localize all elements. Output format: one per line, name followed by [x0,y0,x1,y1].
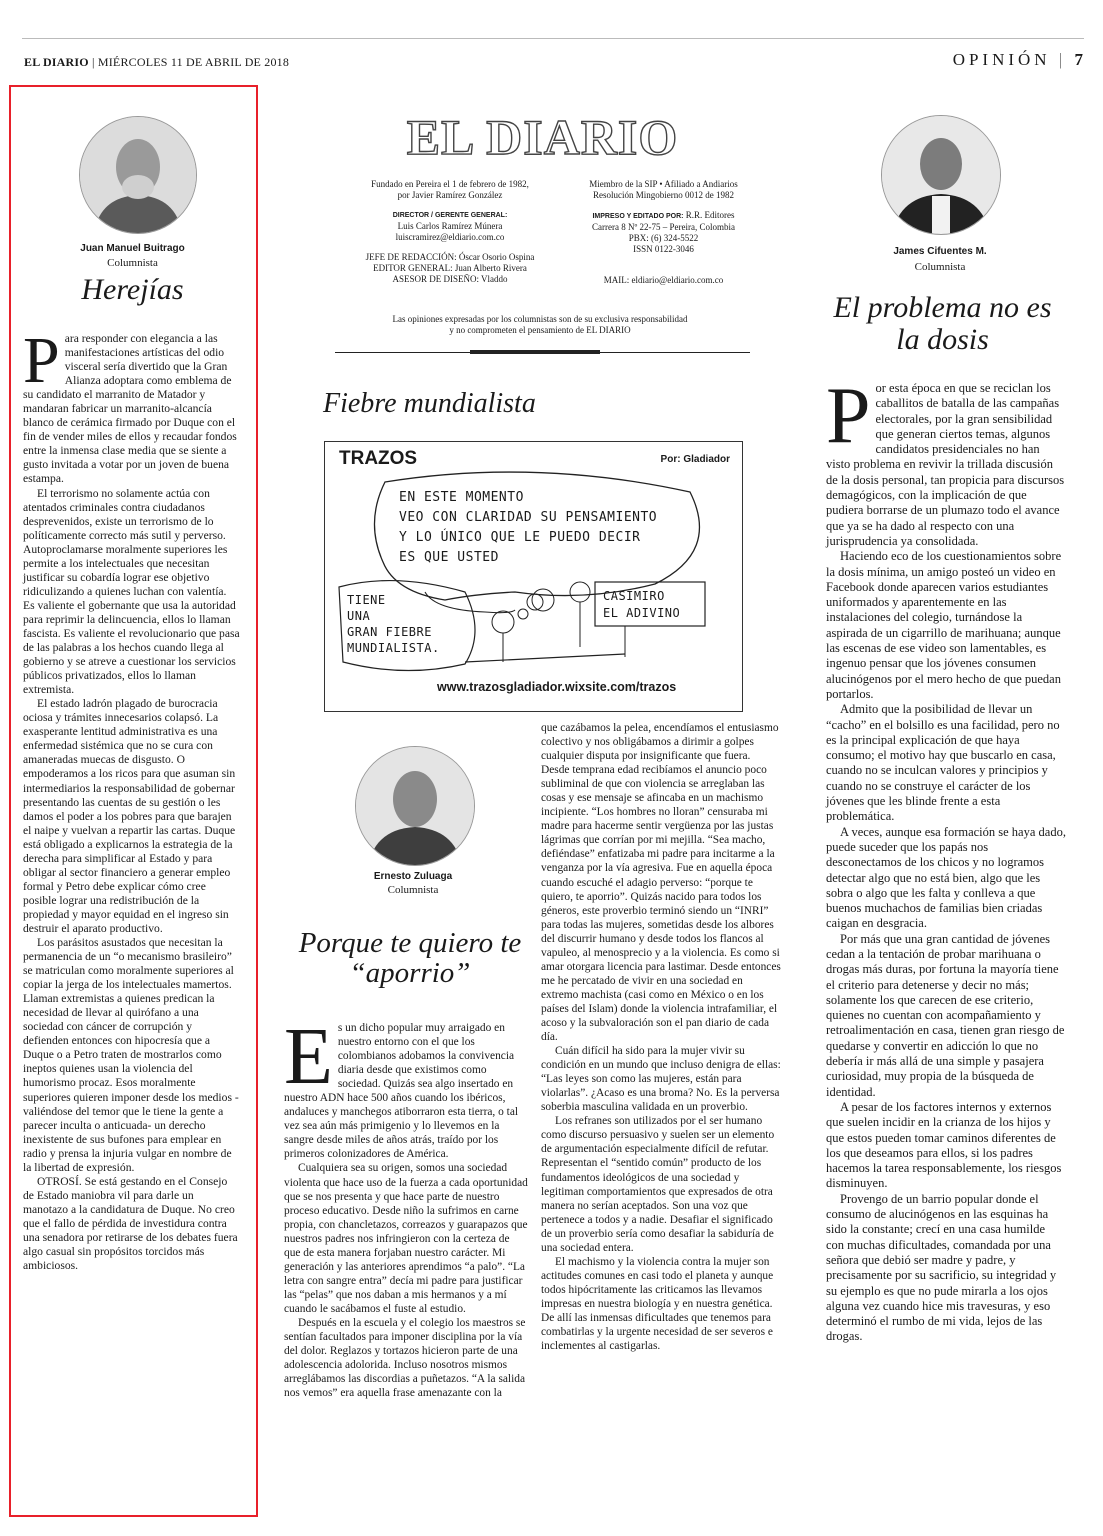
page-number: 7 [1074,50,1083,69]
article-body-aporrio-a: Es un dicho popular muy arraigado en nuestro entorno con el que los colombianos adobamos la convivencia diaria desde que existimos como sociedad. Quizás sea algo insertado en nuestro ADN hace 500 años cuando los ibéricos, andaluces y manchegos atiborraron esta tierra, o tal vez sea aún más primigenio y lo llevemos en la sangre desde miles de años atrás, traído por los primeros colonizadores de América. Cualquiera sea su origen, somos una sociedad violenta que hace uso de la fuerza a cada oportunidad que se nos presenta y que hace parte de nuestro proceso educativo. Desde niño la sufrimos en carne propia, con chancletazos, correazos y guarapazos que nuestros padres nos infringieron con la certeza de que de esta manera forjaban nuestro carácter. Mi generación y las anteriores aprendimos “a palo”. “La letra con sangre entra” decía mi padre para justificar las “pelas” que nos daban a mis hermanos y a mí cuando le sacábamos el fuste al estudio. Después en la escuela y el colegio los maestros se sentían facultados para imponer disciplina por la vía del dolor. Reglazos y tortazos hicieron parte de una adolescencia adolorida. Incluso nosotros mismos arreglábamos las discordias a puñetazos. “A la salida nos vemos” era aquella frase amenazante con la [284,1013,528,1400]
article-body-herejias: Para responder con elegancia a las manifestaciones artísticas del odio visceral sería divertido que la Gran Alianza adoptara como emblema de su candidato el marranito de Matador y mandaran fabricar un marranito-alcancía blanco de cerámica firmado por Duque con el fin de vender miles de ellos y recaudar fondos entre la inmensa clase media que se siente a gusto invitada a votar por un joven de buena estampa. El terrorismo no solamente actúa con atentados criminales contra ciudadanos desprevenidos, existe un terrorismo de lo políticamente correcto más sutil y perverso. Autoproclamarse moralmente superiores les permite a los intelectuales que necesitan justificar su cobardía lograr ese objetivo ridiculizando a quienes luchan con valentía. Es valiente el gobernante que usa la autoridad para reprimir la delincuencia, ellos lo llaman fascista. Es valiente el revolucionario que pasa de las palabras a los hechos cuando llega al gobierno y se atreve a cuestionar los servicios públicos privatizados, ellos lo llaman extremista. El estado ladrón plagado de burocracia ociosa y trámites innecesarios colapsó. La exasperante lentitud administrativa es una enfermedad sistémica que no se cura con amaneradas muecas de disgusto. O empoderamos a los ricos para que asuman sin intermediarios la responsabilidad de gobernar presentando las cuentas de su gestión o les damos el poder a los pobres para que barajen el naipe y vuelvan a repartir las cartas. Duque está obligado a explicarnos la estrategia de la derecha para simplificar al Estado y para obligar al sector financiero a generar empleo formal y Petro debe explicar cómo cree posible lograr una redistribución de la propiedad y mayor equidad en el ingreso sin destruir el aparato productivo. Los parásitos asustados que necesitan la permanencia de un “o mecanismo brasileiro” se matriculan como moralmente superiores al copiar la jerga de los intelectuales mamertos. Llaman extremistas a quienes predican la necesidad de llevar al quirófano a una sociedad con cáncer de corrupción y defienden entonces con hipocresía que a Duque o a Petro traten de mostrarlos como ineptos quienes usan la violencia del humorismo procaz. Esos moralmente superiores quieren imponer desde los medios -valiéndose del temor que le tiene la gente a parecer inculta o anticuada- un derecho inexistente de sus bufones para emplear en radio y prensa la injuria vulgar en nombre de la libertad de expresión. OTROSÍ. Se está gestando en el Consejo de Estado maniobra vil para darle un manotazo a la candidatura de Duque. No creo que el fallo de pérdida de investidura contra una senadora por retirarse de los debates fuera algo casual sin propósitos torcidos más ambiciosos. [23,324,240,1273]
article-body-dosis: Por esta época en que se reciclan los caballitos de batalla de las campañas electorales, por la gran sensibilidad que generan ciertos temas, algunos candidatos presidenciales no han visto problema en revivir la trillada discusión de la dosis personal, tan propicia para discursos demagógicos, con la implicación de que pudiera borrarse de un plumazo todo el avance que ya se ha dado al respecto con una jurisprudencia ya consolidada. Haciendo eco de los cuestionamientos sobre la dosis mínima, un amigo posteó un video en Facebook donde aparecen varios estudiantes uniformados y aparentemente en las instalaciones del colegio, turnándose la aspirada de un cigarrillo de marihuana; aunque las escenas de ese video son lamentables, es ingenuo pensar que los jóvenes consumen alucinógenos por el mero hecho de que puedan portarlos. Admito que la posibilidad de llevar un “cacho” en el bolsillo es una facilidad, pero no es la principal explicación de que haya consumo; el motivo hay que buscarlo en casa, cuando no se inculcan valores y principios y cuando no se construye el carácter de los jóvenes que les blinde frente a esta problemática. A veces, aunque esa formación se haya dado, puede suceder que los papás nos desconectamos de los chicos y no logramos detectar algo que no está bien, algo que les sobra o algo que les falta y conlleva a que buenos muchachos de familias bien criadas caigan en desgracia. Por más que una gran cantidad de jóvenes cedan a la tentación de probar marihuana o drogas más duras, por fortuna la mayoría tiene el criterio para detenerse y decir no más; solamente los que carecen de ese criterio, quienes no cuentan con acompañamiento y retroalimentación en casa, tienen gran riesgo de quedarse y convertir en adicción lo que no debería ir más allá de una simple y pasajera curiosidad, muy propia de la búsqueda de identidad. A pesar de los factores internos y externos que suelen incidir en la crianza de los hijos y que estos pueden tomar caminos diferentes de los que deseamos para ellos, si los padres hacemos la tarea responsablemente, los riesgos disminuyen. Provengo de un barrio popular donde el consumo de alucinógenos en las esquinas ha sido la constante; crecí en una casa humilde con muchas dificultades, comandada por una señora que debió ser madre y padre, y precisamente por su sacrificio, su integridad y su ejemplo es que no pude mirarla a los ojos alguna vez cuando hice mis travesuras, y eso determinó el rumbo de mi vida, lejos de las drogas. [826,372,1066,1344]
drop-cap: P [826,372,871,460]
disclaimer: Las opiniones expresadas por los columnistas son de su exclusiva responsabilidad y no comprometen el pensamiento de EL DIARIO [392,314,688,335]
author-role: Columnista [914,261,966,273]
article-body-aporrio-b: que cazábamos la pelea, encendíamos el entusiasmo colectivo y nos obligábamos a dirimir a golpes cualquier disputa por insignificante que fuera. Desde temprana edad recibíamos el anuncio poco subliminal de que con violencia se arreglaban las cosas y ese mensaje se afincaba en un machismo incipiente. “Los hombres no lloran” censuraba mi madre para hacerme sentir vergüenza por las justas lágrimas que corrían por mi mejilla. “Sea macho, defiéndase” enfatizaba mi padre para incitarme a la venganza por la vía agresiva. Fue en aquella época cuando escuché el adagio perverso: “porque te quiero, te aporrio”. Quizás nacido para todos los géneros, este proverbio terminó siendo un “INRI” para todas las mujeres, sometidas desde los albores del discurrir humano y desde todos los flancos al vapuleo, al menosprecio y a la violencia. Es como si amar otorgara licencia para lastimar. Desde entonces me he percatado de vivir en una sociedad en extremo machista (casi como en México o en los países del Islam) donde la violencia intrafamiliar, el acoso y la subvaloración son el pan diario de cada día. Cuán difícil ha sido para la mujer vivir su condición en un mundo que incluso denigra de ellas: “Las leyes son como las mujeres, están para violarlas”. ¿Acaso es una broma? No. Es la perversa soberbia masculina validada en un proverbio. Los refranes son utilizados por el ser humano como discurso persuasivo y suelen ser un elemento de argumentación especialmente difícil de refutar. Representan el “sentido común” producto de los fundamentos ideológicos de una sociedad y legitiman comportamientos que expresados de otra manera no serían aceptados. Son una voz que pertenece a todos y a nadie. Desafiar el significado de un proverbio sería como desafiar la sabiduría de una sociedad entera. El machismo y la violencia contra la mujer son actitudes comunes en casi todo el planeta y aunque todos hipócritamente las criticamos las llevamos impresas en nuestra biología y en nuestra genética. De allí las inmensas dificultades que tenemos para combatirlas y la urgente necesidad de ser severos e inclementes al castigarlas. [541,722,781,1353]
author-photo-buitrago [79,116,197,234]
section-name: OPINIÓN [952,50,1051,69]
masthead-rule-accent [470,350,600,354]
cartoon-trazos [324,441,743,712]
speech-bubble-left: TIENE UNA GRAN FIEBRE MUNDIALISTA. [347,593,440,655]
page-header-right: OPINIÓN | 7 [952,50,1083,69]
masthead-right: Miembro de la SIP • Afiliado a Andiarios Resolución Mingobierno 0012 de 1982 IMPRESO Y EDITADO POR: R.R. Editores Carrera 8 Nº 22-75 – Pereira, Colombia PBX: (6) 324-5522 ISSN 0122-3046 MAIL: eldiario@eldiario.com.co [589,179,738,285]
page-header-left: EL DIARIO | MIÉRCOLES 11 DE ABRIL DE 2018 [24,55,290,69]
masthead-left: Fundado en Pereira el 1 de febrero de 1982, por Javier Ramírez González DIRECTOR / GERENTE GENERAL: Luis Carlos Ramírez Múnera luiscramirez@eldiario.com.co JEFE DE REDACCIÓN: Óscar Osorio Ospina EDITOR GENERAL: Juan Alberto Rivera ASESOR DE DISEÑO: Vladdo [365,179,535,284]
author-name: Juan Manuel Buitrago [80,243,185,254]
cartoonist: Por: Gladiador [660,454,730,465]
drop-cap: E [284,1013,333,1101]
top-rule [22,38,1084,39]
author-name: Ernesto Zuluaga [373,871,453,882]
newspaper-logo: EL DIARIO [406,109,679,165]
article-title: Herejías [81,273,184,306]
sign-casimiro: CASIMIRO EL ADIVINO [603,589,681,620]
issue-date: MIÉRCOLES 11 DE ABRIL DE 2018 [97,55,290,69]
cartoon-drawing-icon [325,442,742,711]
strip-title: TRAZOS [339,448,418,469]
speech-bubble: EN ESTE MOMENTO VEO CON CLARIDAD SU PENSAMIENTO Y LO ÚNICO QUE LE PUEDO DECIR ES QUE USTED [399,490,658,565]
cartoon-headline: Fiebre mundialista [323,388,536,419]
author-photo-zuluaga [355,746,475,866]
portrait-icon [80,117,196,233]
author-name: James Cifuentes M. [893,246,987,257]
article-title: Porque te quiero te “aporrio” [298,927,522,990]
author-photo-cifuentes [881,115,1001,235]
paper-name: EL DIARIO [24,55,89,69]
cartoon-url: www.trazosgladiador.wixsite.com/trazos [437,680,677,694]
drop-cap: P [23,324,60,397]
portrait-icon [356,747,474,865]
portrait-icon [882,116,1000,234]
article-title: El problema no es la dosis [833,291,1052,356]
author-role: Columnista [387,884,439,896]
author-role: Columnista [107,257,158,269]
